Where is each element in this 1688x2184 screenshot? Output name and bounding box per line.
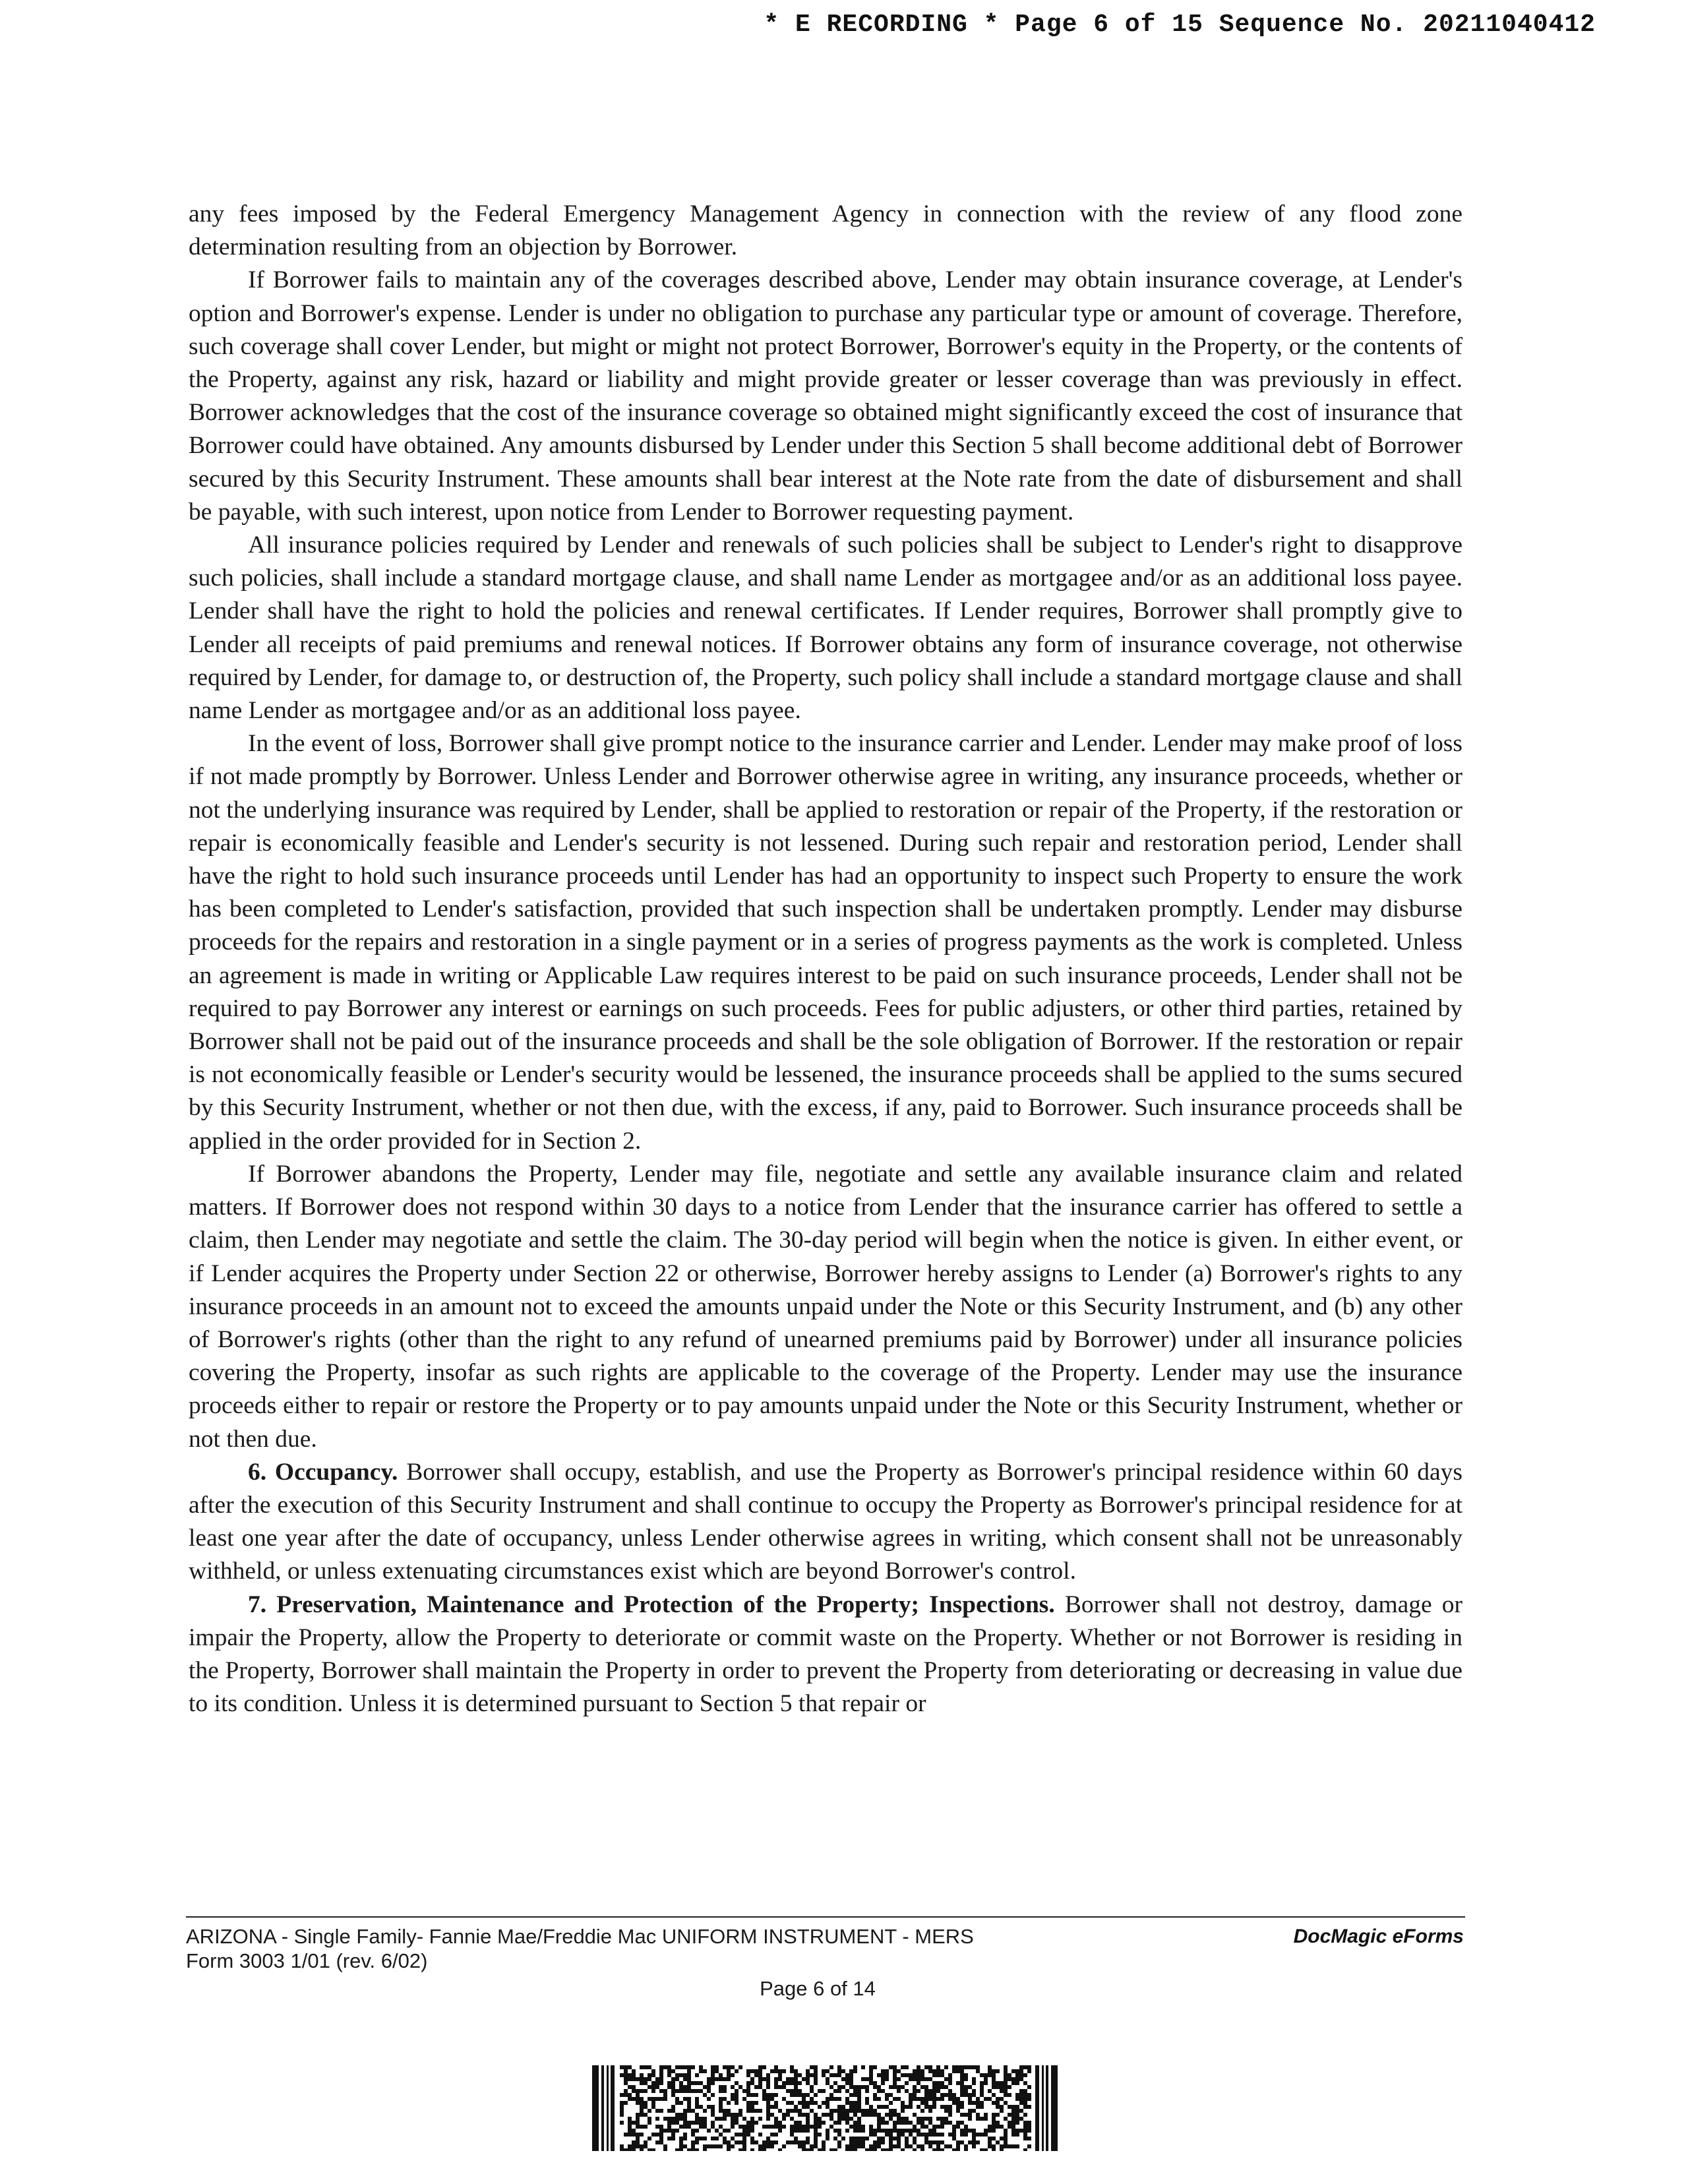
paragraph-lender-coverage: If Borrower fails to maintain any of the coverages described above, Lender may obtain insurance coverage, at Lender's option and Borrower's expense. Lender is under no obligation to purchase any particular type or amount of coverage. Therefore, such coverage shall cover Lender, but might or might not protect Borrower, Borrower's equity in the Property, or the contents of the Property, against any risk, hazard or liability and might provide greater or lesser coverage than was previously in effect. Borrower acknowledges that the cost of the insurance coverage so obtained might significantly exceed the cost of insurance that Borrower could have obtained. Any amounts disbursed by Lender under this Section 5 shall become additional debt of Borrower secured by this Security Instrument. These amounts shall bear interest at the Note rate from the date of disbursement and shall be payable, with such interest, upon notice from Lender to Borrower requesting payment.: [189, 266, 1462, 526]
paragraph-abandonment: If Borrower abandons the Property, Lender may file, negotiate and settle any available insurance claim and related matters. If Borrower does not respond within 30 days to a notice from Lender that the insurance carrier has offered to settle a claim, then Lender may negotiate and settle the claim. The 30-day period will begin when the notice is given. In either event, or if Lender acquires the Property under Section 22 or otherwise, Borrower hereby assigns to Lender (a) Borrower's rights to any insurance proceeds in an amount not to exceed the amounts unpaid under the Note or this Security Instrument, and (b) any other of Borrower's rights (other than the right to any refund of unearned premiums paid by Borrower) under all insurance policies covering the Property, insofar as such rights are applicable to the coverage of the Property. Lender may use the insurance proceeds either to repair or restore the Property or to pay amounts unpaid under the Note or this Security Instrument, whether or not then due.: [189, 1160, 1462, 1453]
section-7-heading: 7. Preservation, Maintenance and Protection of the Property; Inspections.: [248, 1591, 1055, 1618]
recording-stamp: * E RECORDING * Page 6 of 15 Sequence No. 20211040412: [764, 11, 1596, 39]
section-6-heading: 6. Occupancy.: [248, 1458, 398, 1486]
document-body: [189, 198, 1462, 1720]
footer-form-info: [186, 1924, 974, 1973]
barcode-icon: [592, 2065, 1059, 2151]
docmagic-logo: DocMagic eForms: [1293, 1926, 1464, 1947]
paragraph-flood-fees: any fees imposed by the Federal Emergency Management Agency in connection with the review of any flood zone determination resulting from an objection by Borrower.: [189, 200, 1462, 261]
section-7-preservation: [189, 1589, 1462, 1721]
section-7-text: Borrower shall not destroy, damage or impair the Property, allow the Property to deteriorate or commit waste on the Property. Whether or not Borrower is residing in the Property, Borrower shall maintain the Property in order to prevent the Property from deteriorating or decreasing in value due to its condition. Unless it is determined pursuant to Section 5 that repair or: [189, 1591, 1463, 1718]
footer-divider: [186, 1916, 1465, 1918]
paragraph-event-of-loss: In the event of loss, Borrower shall give prompt notice to the insurance carrier and Lender. Lender may make proof of loss if not made promptly by Borrower. Unless Lender and Borrower otherwise agree in writing, any insurance proceeds, whether or not the underlying insurance was required by Lender, shall be applied to restoration or repair of the Property, if the restoration or repair is economically feasible and Lender's security is not lessened. During such repair and restoration period, Lender shall have the right to hold such insurance proceeds until Lender has had an opportunity to inspect such Property to ensure the work has been completed to Lender's satisfaction, provided that such inspection shall be undertaken promptly. Lender may disburse proceeds for the repairs and restoration in a single payment or in a series of progress payments as the work is completed. Unless an agreement is made in writing or Applicable Law requires interest to be paid on such insurance proceeds, Lender shall not be required to pay Borrower any interest or earnings on such proceeds. Fees for public adjusters, or other third parties, retained by Borrower shall not be paid out of the insurance proceeds and shall be the sole obligation of Borrower. If the restoration or repair is not economically feasible or Lender's security would be lessened, the insurance proceeds shall be applied to the sums secured by this Security Instrument, whether or not then due, with the excess, if any, paid to Borrower. Such insurance proceeds shall be applied in the order provided for in Section 2.: [189, 730, 1462, 1155]
paragraph-insurance-policies: All insurance policies required by Lender and renewals of such policies shall be subject to Lender's right to disapprove such policies, shall include a standard mortgage clause, and shall name Lender as mortgagee and/or as an additional loss payee. Lender shall have the right to hold the policies and renewal certificates. If Lender requires, Borrower shall promptly give to Lender all receipts of paid premiums and renewal notices. If Borrower obtains any form of insurance coverage, not otherwise required by Lender, for damage to, or destruction of, the Property, such policy shall include a standard mortgage clause and shall name Lender as mortgagee and/or as an additional loss payee.: [189, 531, 1462, 725]
section-6-text: Borrower shall occupy, establish, and use the Property as Borrower's principal residence within 60 days after the execution of this Security Instrument and shall continue to occupy the Property as Borrower's principal residence for at least one year after the date of occupancy, unless Lender otherwise agrees in writing, which consent shall not be unreasonably withheld, or unless extenuating circumstances exist which are beyond Borrower's control.: [189, 1458, 1462, 1585]
footer-page-number: Page 6 of 14: [760, 1977, 876, 2000]
footer-form-line-1: ARIZONA - Single Family- Fannie Mae/Freddie Mac UNIFORM INSTRUMENT - MERS: [186, 1925, 974, 1948]
section-6-occupancy: [189, 1456, 1462, 1589]
footer-form-line-2: Form 3003 1/01 (rev. 6/02): [186, 1949, 428, 1972]
